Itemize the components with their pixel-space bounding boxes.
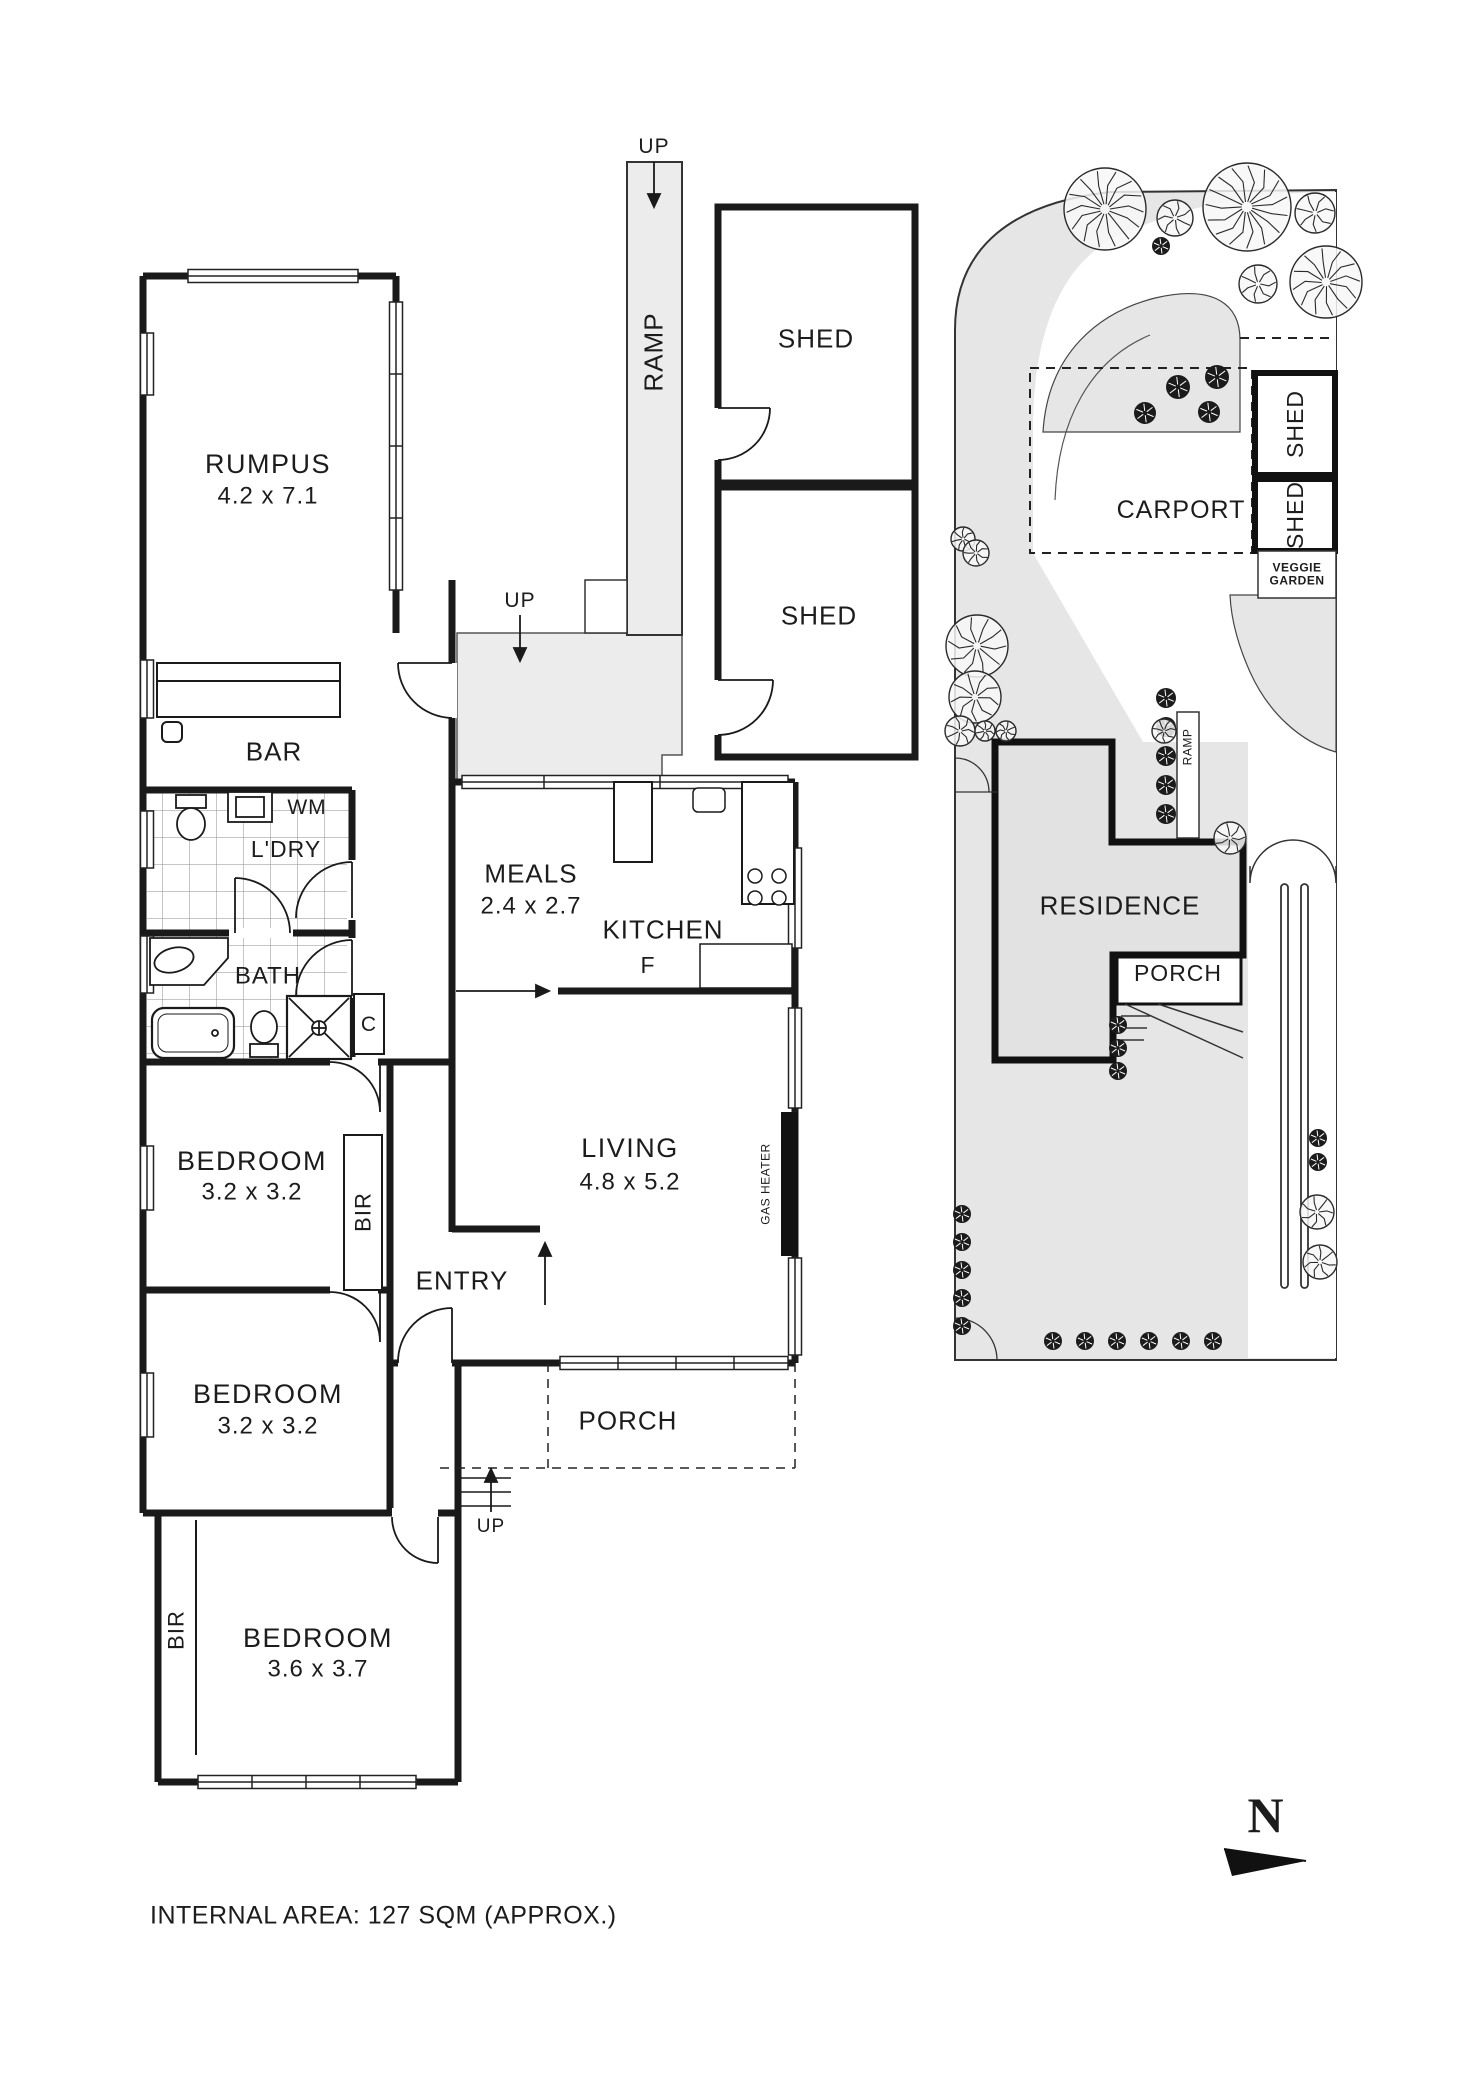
room-label-rumpus: RUMPUS: [204, 448, 332, 479]
tree-icon: [996, 721, 1016, 741]
wm-label: WM: [287, 795, 327, 819]
tree-icon: [963, 540, 989, 566]
room-label-kitchen: KITCHEN: [602, 914, 724, 945]
tree-icon: [945, 716, 975, 746]
ramp-strip: [627, 162, 682, 635]
bir3-label: BIR: [163, 1610, 189, 1650]
veggie-garden-label: VEGGIE GARDEN: [1269, 560, 1325, 587]
shrub-icon: [953, 1233, 971, 1251]
site-shed-bottom-label: SHED: [1281, 481, 1308, 549]
site-shed-top-label: SHED: [1281, 390, 1308, 458]
bir1-label: BIR: [350, 1192, 376, 1232]
up-label-deck: UP: [504, 588, 536, 612]
shrub-icon: [1109, 1062, 1127, 1080]
room-label-bedroom1: BEDROOM: [176, 1145, 328, 1176]
entry-label: ENTRY: [415, 1265, 509, 1296]
up-label-ramp: UP: [638, 134, 670, 158]
room-label-bedroom3: BEDROOM: [242, 1622, 394, 1653]
shrub-icon: [1109, 1039, 1127, 1057]
tree-icon: [1300, 1195, 1334, 1229]
driveway-strip: [1248, 845, 1336, 1358]
toilet-bowl-icon: [177, 808, 205, 840]
tree-icon: [1239, 265, 1277, 303]
room-label-bedroom2: BEDROOM: [192, 1378, 344, 1409]
kitchen-bench-right: [742, 782, 794, 904]
shrub-icon: [1156, 688, 1176, 708]
north-label: N: [1247, 1786, 1285, 1843]
bar-label: BAR: [245, 736, 303, 767]
room-dims-bedroom1: 3.2 x 3.2: [201, 1178, 303, 1206]
tree-icon: [1303, 1245, 1337, 1279]
shrub-icon: [953, 1289, 971, 1307]
room-dims-meals: 2.4 x 2.7: [480, 892, 582, 920]
shrub-icon: [1198, 401, 1220, 423]
up-label-porch: UP: [476, 1516, 506, 1538]
toilet2-bowl-icon: [251, 1011, 277, 1043]
cupboard-label: C: [360, 1012, 378, 1036]
tree-icon: [1064, 168, 1146, 250]
shrub-icon: [1134, 402, 1156, 424]
room-dims-bedroom2: 3.2 x 3.2: [217, 1412, 319, 1440]
room-dims-living: 4.8 x 5.2: [579, 1168, 681, 1196]
porch-label: PORCH: [578, 1405, 678, 1436]
tree-icon: [1152, 719, 1176, 743]
bath-label: BATH: [234, 962, 302, 990]
kitchen-bench-left: [614, 782, 652, 862]
shrub-icon: [1156, 746, 1176, 766]
shrub-icon: [1152, 237, 1170, 255]
shrub-icon: [1076, 1332, 1094, 1350]
toilet-cistern-icon: [176, 795, 206, 808]
room-label-meals: MEALS: [484, 858, 578, 889]
tree-icon: [1295, 193, 1335, 233]
gas-heater-icon: [781, 1112, 798, 1256]
room-dims-bedroom3: 3.6 x 3.7: [267, 1655, 369, 1683]
shrub-icon: [1172, 1332, 1190, 1350]
site-plan: [945, 163, 1362, 1360]
shrub-icon: [953, 1261, 971, 1279]
landing: [585, 580, 627, 633]
internal-area-note: INTERNAL AREA: 127 SQM (APPROX.): [150, 1901, 617, 1930]
bar-counter: [157, 663, 340, 742]
tree-icon: [949, 671, 1001, 723]
tree-icon: [1157, 200, 1193, 236]
porch-steps: [456, 1478, 511, 1506]
gas-heater-label: GAS HEATER: [758, 1143, 773, 1225]
kitchen-sink-icon: [693, 788, 725, 812]
shrub-icon: [1156, 804, 1176, 824]
tree-icon: [975, 721, 995, 741]
tree-icon: [1214, 822, 1246, 854]
room-dims-rumpus: 4.2 x 7.1: [217, 482, 319, 510]
shower-icon: [287, 996, 351, 1059]
site-ramp-label: RAMP: [1180, 728, 1195, 766]
shrub-icon: [1205, 365, 1229, 389]
laundry-label: L'DRY: [250, 835, 322, 862]
shrub-icon: [1109, 1016, 1127, 1034]
deck: [457, 633, 682, 782]
shed1-label: SHED: [777, 323, 855, 354]
site-porch-label: PORCH: [1133, 959, 1223, 986]
shrub-icon: [953, 1317, 971, 1335]
north-arrow-icon: [1224, 1849, 1306, 1876]
carport-label: CARPORT: [1116, 495, 1246, 524]
shed2-label: SHED: [780, 600, 858, 631]
shrub-icon: [1204, 1332, 1222, 1350]
shrub-icon: [953, 1205, 971, 1223]
fridge-space: [700, 944, 792, 988]
shrub-icon: [1166, 375, 1190, 399]
shrub-icon: [1309, 1153, 1327, 1171]
shrub-icon: [1309, 1129, 1327, 1147]
shrub-icon: [1140, 1332, 1158, 1350]
ramp-label: RAMP: [638, 312, 669, 392]
room-label-living: LIVING: [581, 1132, 679, 1163]
tree-icon: [1203, 163, 1291, 251]
toilet2-cistern-icon: [250, 1044, 278, 1057]
fridge-label: F: [640, 951, 656, 978]
shrub-icon: [1108, 1332, 1126, 1350]
shrub-icon: [1044, 1332, 1062, 1350]
tree-icon: [1290, 246, 1362, 318]
residence-label: RESIDENCE: [1039, 890, 1201, 921]
shrub-icon: [1156, 775, 1176, 795]
tree-icon: [946, 615, 1008, 677]
